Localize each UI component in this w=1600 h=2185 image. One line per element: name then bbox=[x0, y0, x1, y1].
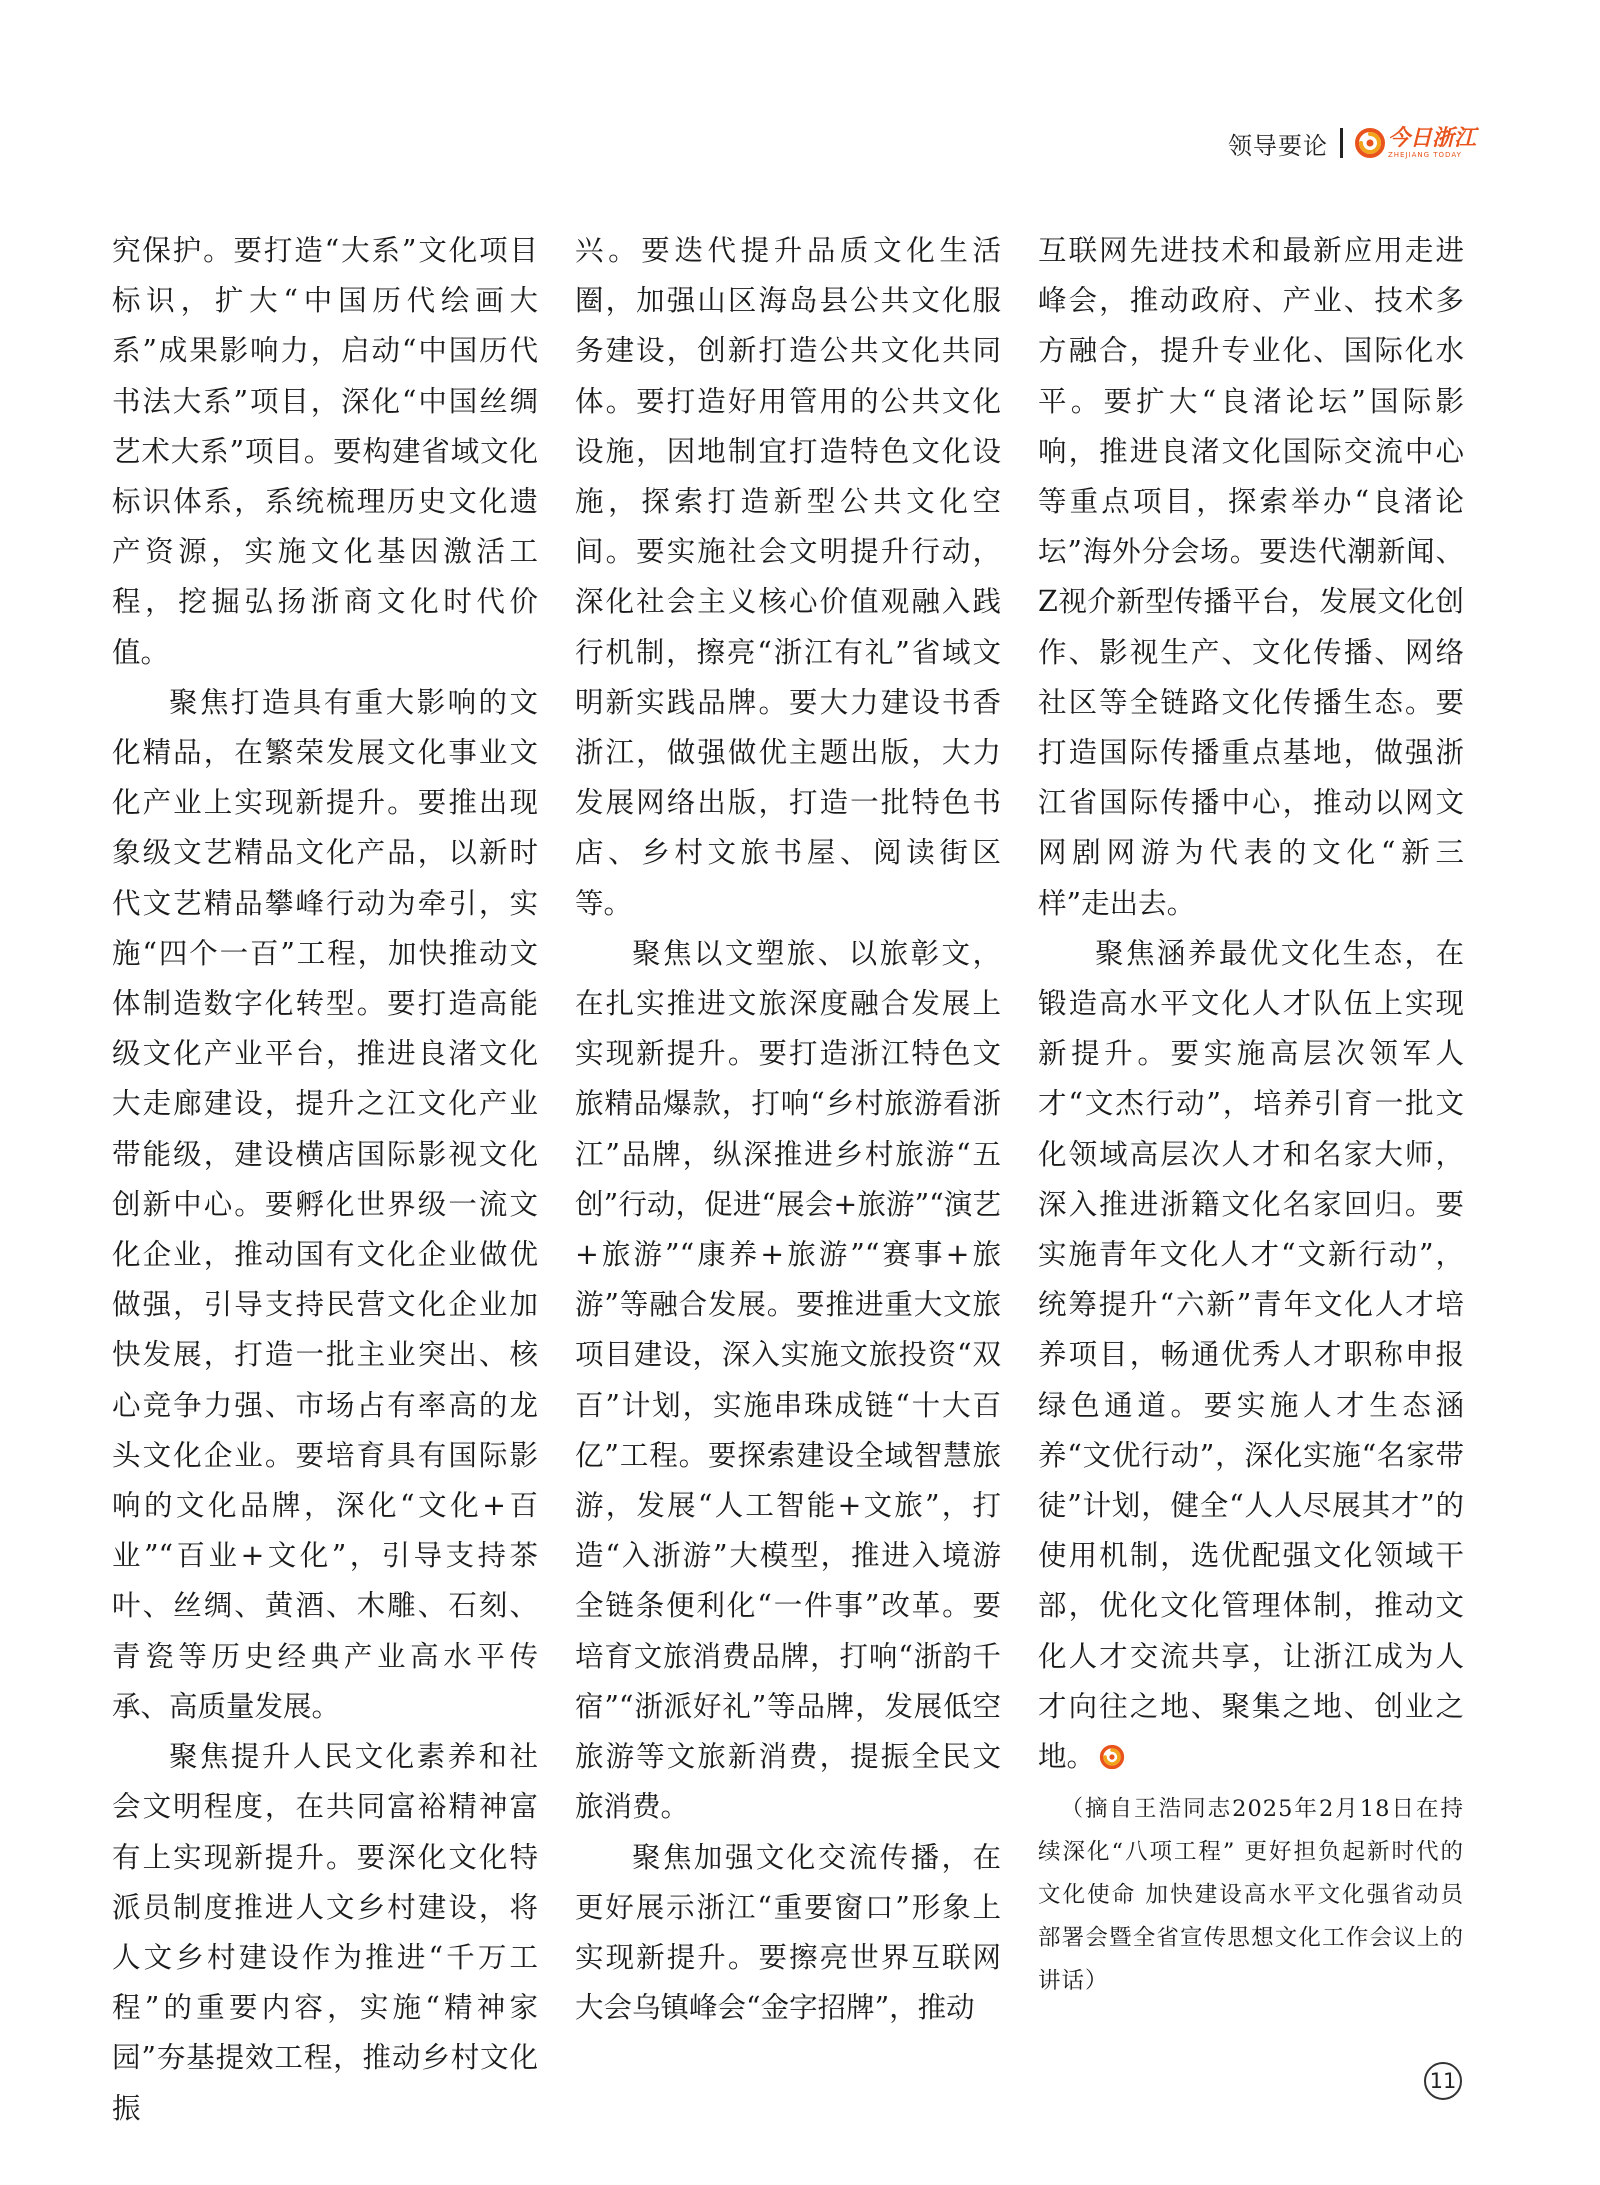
page-header bbox=[1228, 118, 1476, 168]
text-column-2 bbox=[575, 226, 1001, 2033]
brand-logo bbox=[1355, 127, 1476, 160]
page-number: 11 bbox=[1424, 2062, 1462, 2100]
paragraph: 聚焦提升人民文化素养和社会文明程度，在共同富裕精神富有上实现新提升。要深化文化特派员制度推进人文乡村建设，将人文乡村建设作为推进“千万工程”的重要内容，实施“精神家园”夯基提效工程，推动乡村文化振 bbox=[112, 1740, 538, 2125]
paragraph: 聚焦加强文化交流传播，在更好展示浙江“重要窗口”形象上实现新提升。要擦亮世界互联网大会乌镇峰会“金字招牌”，推动 bbox=[575, 1840, 1001, 2025]
swirl-logo-icon bbox=[1355, 128, 1385, 158]
section-title: 领导要论 bbox=[1227, 131, 1328, 160]
paragraph-text: 聚焦涵养最优文化生态，在锻造高水平文化人才队伍上实现新提升。要实施高层次领军人才“文杰行动”，培养引育一批文化领域高层次人才和名家大师，深入推进浙籍文化名家回归。要实施青年文化人才“文新行动”，统筹提升“六新”青年文化人才培养项目，畅通优秀人才职称申报绿色通道。要实施人才生态涵养“文优行动”，深化实施“名家带徒”计划，健全“人人尽展其才”的使用机制，选优配强文化领域干部，优化文化管理体制，推动文化人才交流共享，让浙江成为人才向往之地、聚集之地、创业之地。 bbox=[1038, 936, 1464, 1774]
header-divider bbox=[1340, 128, 1343, 158]
paragraph: 互联网先进技术和最新应用走进峰会，推动政府、产业、技术多方融合，提升专业化、国际化水平。要扩大“良渚论坛”国际影响，推进良渚文化国际交流中心等重点项目，探索举办“良渚论坛”海外分会场。要迭代潮新闻、Z视介新型传播平台，发展文化创作、影视生产、文化传播、网络社区等全链路文化传播生态。要打造国际传播重点基地，做强浙江省国际传播中心，推动以网文网剧网游为代表的文化“新三样”走出去。 bbox=[1038, 234, 1464, 920]
paragraph: 聚焦打造具有重大影响的文化精品，在繁荣发展文化事业文化产业上实现新提升。要推出现象级文艺精品文化产品，以新时代文艺精品攀峰行动为牵引，实施“四个一百”工程，加快推动文体制造数字化转型。要打造高能级文化产业平台，推进良渚文化大走廊建设，提升之江文化产业带能级，建设横店国际影视文化创新中心。要孵化世界级一流文化企业，推动国有文化企业做优做强，引导支持民营文化企业加快发展，打造一批主业突出、核心竞争力强、市场占有率高的龙头文化企业。要培育具有国际影响的文化品牌，深化“文化+百业”“百业+文化”，引导支持茶叶、丝绸、黄酒、木雕、石刻、青瓷等历史经典产业高水平传承、高质量发展。 bbox=[112, 685, 538, 1723]
paragraph: 兴。要迭代提升品质文化生活圈，加强山区海岛县公共文化服务建设，创新打造公共文化共同体。要打造好用管用的公共文化设施，因地制宜打造特色文化设施，探索打造新型公共文化空间。要实施社会文明提升行动，深化社会主义核心价值观融入践行机制，擦亮“浙江有礼”省域文明新实践品牌。要大力建设书香浙江，做强做优主题出版，大力发展网络出版，打造一批特色书店、乡村文旅书屋、阅读街区等。 bbox=[575, 234, 1001, 920]
paragraph bbox=[1038, 929, 1464, 1782]
brand-name: 今日浙江 bbox=[1387, 125, 1476, 151]
paragraph: 究保护。要打造“大系”文化项目标识，扩大“中国历代绘画大系”成果影响力，启动“中国历代书法大系”项目，深化“中国丝绸艺术大系”项目。要构建省域文化标识体系，系统梳理历史文化遗产资源，实施文化基因激活工程，挖掘弘扬浙商文化时代价值。 bbox=[112, 234, 538, 669]
brand-name-en: ZHEJIANG TODAY bbox=[1387, 150, 1462, 159]
text-column-3 bbox=[1038, 226, 1464, 2003]
text-column-1 bbox=[112, 226, 538, 2134]
swirl-end-mark-icon bbox=[1099, 1744, 1125, 1770]
source-note: （摘自王浩同志2025年2月18日在持续深化“八项工程” 更好担负起新时代的文化使命 加快建设高水平文化强省动员部署会暨全省宣传思想文化工作会议上的讲话） bbox=[1038, 1796, 1464, 1995]
paragraph: 聚焦以文塑旅、以旅彰文，在扎实推进文旅深度融合发展上实现新提升。要打造浙江特色文旅精品爆款，打响“乡村旅游看浙江”品牌，纵深推进乡村旅游“五创”行动，促进“展会+旅游”“演艺+旅游”“康养+旅游”“赛事+旅游”等融合发展。要推进重大文旅项目建设，深入实施文旅投资“双百”计划，实施串珠成链“十大百亿”工程。要探索建设全域智慧旅游，发展“人工智能+文旅”，打造“入浙游”大模型，推进入境游全链条便利化“一件事”改革。要培育文旅消费品牌，打响“浙韵千宿”“浙派好礼”等品牌，发展低空旅游等文旅新消费，提振全民文旅消费。 bbox=[575, 936, 1001, 1824]
